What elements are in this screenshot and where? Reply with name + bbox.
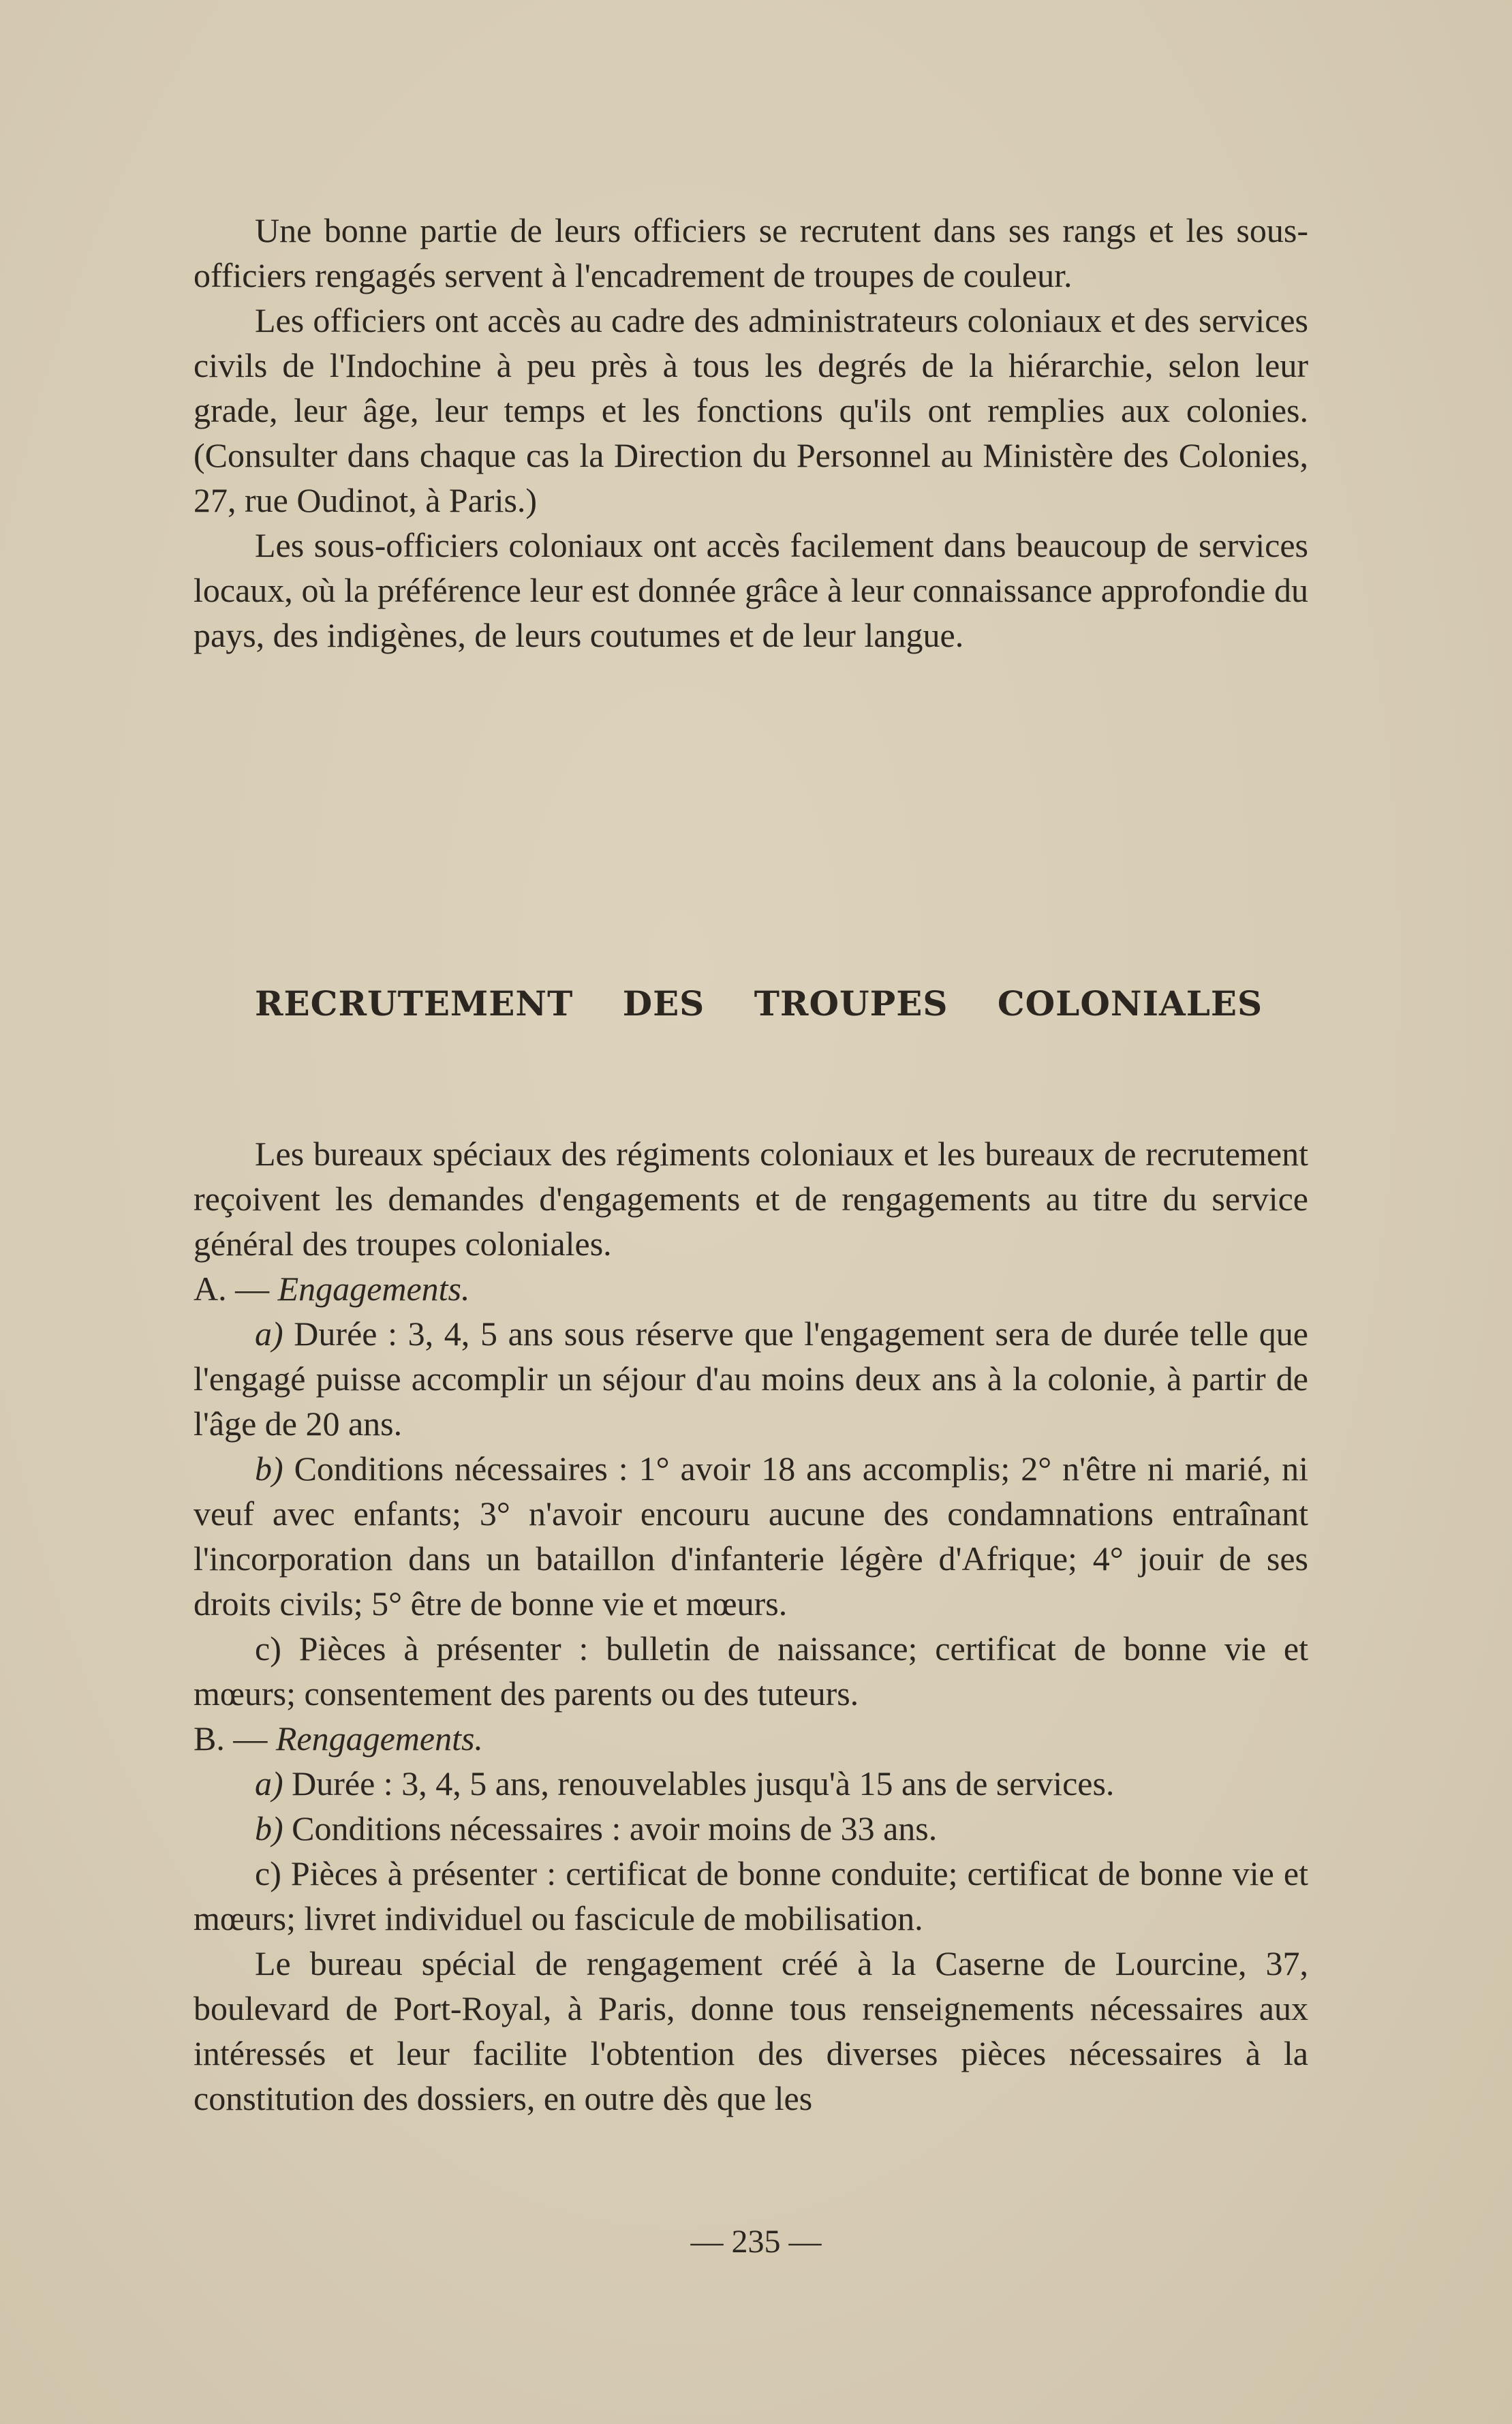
page-number: — 235 — (690, 2224, 822, 2260)
rengagements-heading (194, 1716, 1308, 1761)
rengagements-letter: B. — (194, 1719, 276, 1758)
item-label: a) (255, 1315, 283, 1353)
item-text: Durée : 3, 4, 5 ans sous réserve que l'engagement sera de durée telle que l'engagé puisse accomplir un séjour d'au moins deux ans à la colonie, à partir de l'âge de 20 ans. (194, 1315, 1308, 1443)
paragraph-officers-access: Les officiers ont accès au cadre des administrateurs coloniaux et des services civils de l'Indochine à peu près à tous les degrés de la hiérarchie, selon leur grade, leur âge, leur temps et les fonctions qu'ils ont remplies aux colonies. (Consulter dans chaque cas la Direction du Personnel au Ministère des Colonies, 27, rue Oudinot, à Paris.) (194, 301, 1308, 519)
item-text: Durée : 3, 4, 5 ans, renouvelables jusqu'à 15 ans de services. (283, 1764, 1115, 1802)
engagements-item-c: c) Pièces à présenter : bulletin de naissance; certificat de bonne vie et mœurs; consentement des parents ou des tuteurs. (194, 1629, 1308, 1713)
item-label: b) (255, 1809, 283, 1847)
engagements-item-a (194, 1311, 1308, 1446)
section-title: RECRUTEMENT DES TROUPES COLONIALES (255, 983, 1263, 1024)
recruitment-text (194, 1131, 1308, 2121)
engagements-title: Engagements. (277, 1270, 470, 1308)
item-label: a) (255, 1764, 283, 1802)
intro-text (194, 208, 1308, 658)
item-label: b) (255, 1449, 283, 1488)
rengagements-title: Rengagements. (275, 1719, 483, 1758)
item-text: Conditions nécessaires : avoir moins de 33 ans. (283, 1809, 938, 1847)
paragraph-section-intro: Les bureaux spéciaux des régiments coloniaux et les bureaux de recrutement reçoivent les demandes d'engagements et de rengagements au titre du service général des troupes coloniales. (194, 1135, 1308, 1263)
rengagements-item-a (194, 1761, 1308, 1806)
rengagements-item-b (194, 1806, 1308, 1851)
engagements-heading (194, 1266, 1308, 1311)
paragraph-officers-recruitment: Une bonne partie de leurs officiers se recrutent dans ses rangs et les sous-officiers rengagés servent à l'encadrement de troupes de couleur. (194, 211, 1308, 294)
item-text: Conditions nécessaires : 1° avoir 18 ans accomplis; 2° n'être ni marié, ni veuf avec enfants; 3° n'avoir encouru aucune des condamnations entraînant l'incorporation dans un bataillon d'infanterie légère d'Afrique; 4° jouir de ses droits civils; 5° être de bonne vie et mœurs. (194, 1449, 1308, 1623)
engagements-letter: A. — (194, 1270, 278, 1308)
paragraph-closing: Le bureau spécial de rengagement créé à la Caserne de Lourcine, 37, boulevard de Port-Royal, à Paris, donne tous renseignements nécessaires aux intéressés et leur facilite l'obtention des diverses pièces nécessaires à la constitution des dossiers, en outre dès que les (194, 1944, 1308, 2117)
paragraph-noncommissioned: Les sous-officiers coloniaux ont accès facilement dans beaucoup de services locaux, où la préférence leur est donnée grâce à leur connaissance approfondie du pays, des indigènes, de leurs coutumes et de leur langue. (194, 526, 1308, 654)
engagements-item-b (194, 1446, 1308, 1626)
rengagements-item-c: c) Pièces à présenter : certificat de bonne conduite; certificat de bonne vie et mœurs; livret individuel ou fascicule de mobilisation. (194, 1854, 1308, 1937)
